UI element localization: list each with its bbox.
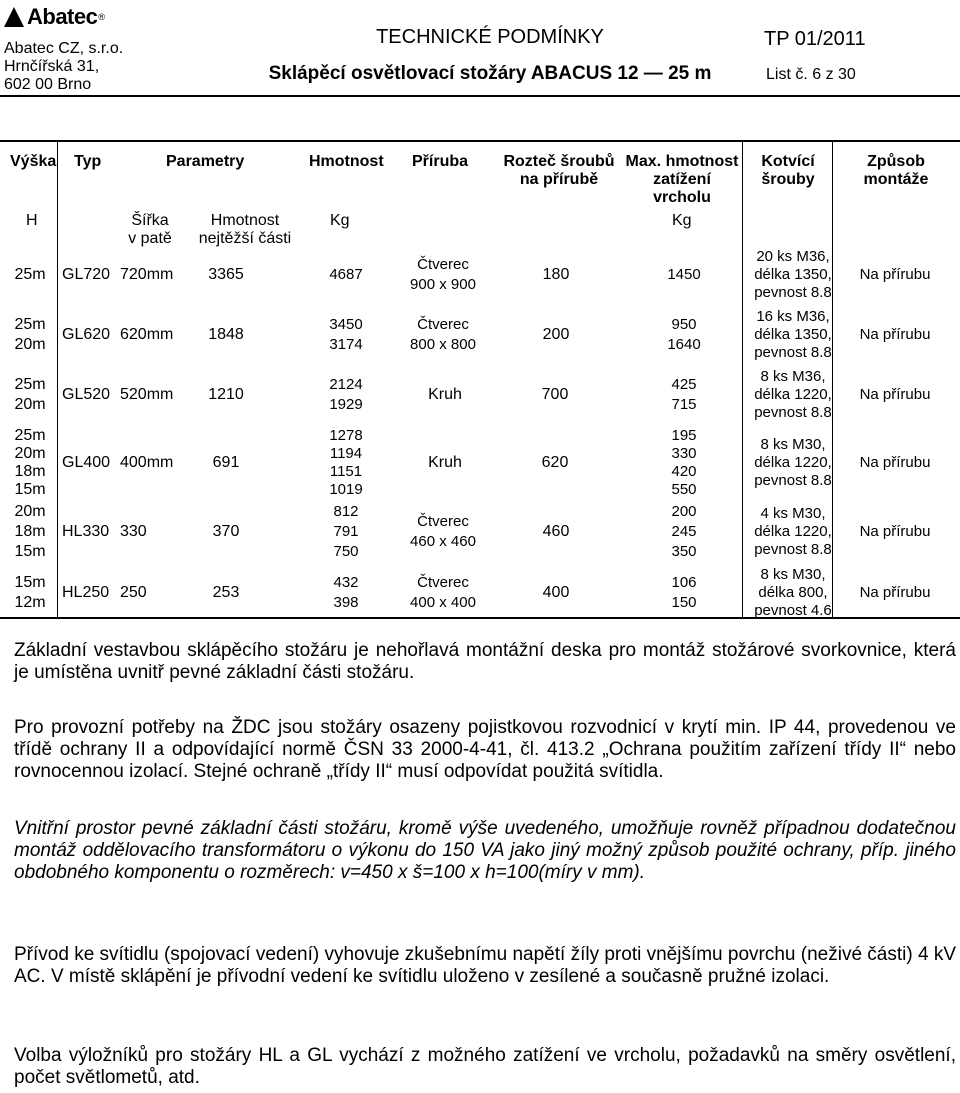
row-max-load-line: 200 — [671, 503, 697, 520]
row-heights-line: 15m — [14, 481, 46, 498]
row-max-load-line: 715 — [671, 396, 697, 413]
row-max-load — [644, 315, 724, 355]
row-bolt-spacing: 180 — [542, 266, 570, 283]
row-weights-line: 1278 — [329, 427, 363, 444]
paragraph-supply-cable: Přívod ke svítidlu (spojovací vedení) vyhovuje zkušebnímu napětí žíly proti vnějšímu povrchu (neživé části) 4 kV AC. V místě sklápění je přívodní vedení ke svítidlu uloženo v zesílené a současně pružné izolaci. — [14, 944, 956, 987]
row-anchor-bolts — [744, 505, 842, 559]
row-anchor-bolts — [744, 368, 842, 422]
row-type: GL620 — [62, 326, 111, 343]
row-flange-line: Čtverec — [417, 574, 469, 591]
row-heights-line: 25m — [14, 316, 46, 333]
row-flange — [384, 255, 502, 295]
row-heights-line: 15m — [14, 574, 46, 591]
row-max-load-line: 245 — [671, 523, 697, 540]
row-heights-line: 25m — [14, 266, 46, 283]
row-heights — [4, 315, 56, 355]
row-mounting: Na přírubu — [859, 386, 931, 403]
row-anchor-bolts-line: pevnost 8.8 — [754, 284, 832, 301]
row-weights — [306, 375, 386, 415]
row-heights — [4, 266, 56, 284]
row-weights — [306, 573, 386, 613]
row-max-load-line: 1640 — [667, 336, 701, 353]
paragraph-distribution-box: Pro provozní potřeby na ŽDC jsou stožáry osazeny pojistkovou rozvodnicí v krytí min. IP 44, provedenou ve třídě ochrany II a odpovídající normě ČSN 33 2000-4-41, čl. 413.2 „Ochrana použitím zařízení třídy II“ nebo rovnocennou izolací. Stejné ochraně „třídy II“ musí odpovídat použitá svítidla. — [14, 717, 956, 782]
row-anchor-bolts — [744, 436, 842, 490]
row-bolt-spacing: 620 — [541, 454, 569, 471]
registered-mark: ® — [98, 12, 105, 22]
row-flange-line: Čtverec — [417, 513, 469, 530]
subheader-kg-weight: Kg — [330, 212, 350, 229]
row-bolt-spacing: 700 — [541, 386, 569, 403]
row-heaviest-part-weight: 253 — [212, 584, 240, 601]
paragraph-outriggers: Volba výložníků pro stožáry HL a GL vychází z možného zatížení ve vrcholu, požadavků na směry osvětlení, počet světlometů, atd. — [14, 1045, 956, 1088]
subheader-width: Šířka v patě — [128, 212, 172, 247]
row-heights-line: 18m — [14, 463, 46, 480]
row-heaviest-part-weight: 1848 — [208, 326, 244, 343]
row-weights — [306, 315, 386, 355]
row-mounting: Na přírubu — [859, 584, 931, 601]
row-anchor-bolts — [744, 308, 842, 362]
row-bolt-spacing: 400 — [542, 584, 570, 601]
row-max-load — [644, 266, 724, 284]
specification-table — [0, 140, 960, 619]
row-max-load — [644, 502, 724, 562]
row-flange-line: Čtverec — [417, 316, 469, 333]
company-name: Abatec CZ, s.r.o. — [4, 40, 124, 57]
row-bolt-spacing: 460 — [542, 523, 570, 540]
row-weights-line: 398 — [333, 594, 359, 611]
row-anchor-bolts-line: délka 1350, — [754, 266, 832, 283]
row-heights-line: 20m — [14, 336, 46, 353]
row-anchor-bolts-line: délka 1350, — [754, 326, 832, 343]
row-anchor-bolts-line: délka 800, — [758, 584, 828, 601]
row-weights-line: 1151 — [329, 463, 363, 480]
row-weights-line: 1929 — [329, 396, 363, 413]
row-anchor-bolts — [744, 566, 842, 620]
row-weights-line: 3450 — [329, 316, 363, 333]
row-max-load — [644, 427, 724, 499]
row-anchor-bolts-line: pevnost 4.6 — [754, 602, 832, 619]
row-max-load — [644, 375, 724, 415]
row-weights-line: 791 — [333, 523, 359, 540]
document-type: TECHNICKÉ PODMÍNKY — [376, 26, 604, 48]
row-heights-line: 20m — [14, 396, 46, 413]
document-number: TP 01/2011 — [764, 28, 866, 50]
row-heights — [4, 502, 56, 562]
row-anchor-bolts-line: 8 ks M30, — [760, 436, 826, 453]
header-max-load: Max. hmotnost zatížení vrcholu — [625, 153, 739, 206]
document-title — [260, 26, 720, 85]
row-max-load-line: 550 — [671, 481, 697, 498]
row-base-width: 720mm — [120, 266, 174, 283]
row-heights-line: 25m — [14, 376, 46, 393]
column-divider — [742, 142, 743, 617]
row-mounting: Na přírubu — [859, 326, 931, 343]
row-anchor-bolts-line: délka 1220, — [754, 386, 832, 403]
company-logo — [4, 4, 105, 30]
subheader-heaviest-part: Hmotnost nejtěžší části — [198, 212, 292, 247]
row-heights-line: 25m — [14, 427, 46, 444]
row-flange-line: 900 x 900 — [410, 276, 476, 293]
row-max-load-line: 420 — [671, 463, 697, 480]
row-anchor-bolts-line: 8 ks M36, — [760, 368, 826, 385]
logo-text: Abatec — [27, 4, 98, 29]
row-weights-line: 2124 — [329, 376, 363, 393]
row-flange — [384, 573, 502, 613]
row-heights-line: 20m — [14, 503, 46, 520]
row-max-load-line: 1450 — [667, 266, 701, 283]
paragraph-mounting-plate: Základní vestavbou sklápěcího stožáru je nehořlavá montážní deska pro montáž stožárové svorkovnice, která je umístěna uvnitř pevné základní části stožáru. — [14, 640, 956, 683]
row-heaviest-part-weight: 691 — [212, 454, 240, 471]
row-heights-line: 15m — [14, 543, 46, 560]
row-heights-line: 12m — [14, 594, 46, 611]
page-info: List č. 6 z 30 — [766, 66, 856, 83]
row-max-load-line: 330 — [671, 445, 697, 462]
row-max-load-line: 350 — [671, 543, 697, 560]
row-weights — [306, 502, 386, 562]
row-base-width: 250 — [120, 584, 147, 601]
row-weights-line: 3174 — [329, 336, 363, 353]
row-mounting: Na přírubu — [859, 266, 931, 283]
row-flange-line: Čtverec — [417, 256, 469, 273]
row-base-width: 620mm — [120, 326, 174, 343]
row-weights-line: 812 — [333, 503, 359, 520]
row-anchor-bolts-line: 16 ks M36, — [756, 308, 830, 325]
row-max-load-line: 150 — [671, 594, 697, 611]
row-weights-line: 1194 — [329, 445, 363, 462]
row-flange: Kruh — [428, 454, 462, 471]
row-type: GL720 — [62, 266, 111, 283]
row-type: HL250 — [62, 584, 110, 601]
row-heaviest-part-weight: 3365 — [208, 266, 244, 283]
company-address — [4, 40, 123, 94]
row-flange-line: 800 x 800 — [410, 336, 476, 353]
row-flange: Kruh — [428, 386, 462, 403]
row-base-width: 520mm — [120, 386, 174, 403]
row-anchor-bolts-line: pevnost 8.8 — [754, 472, 832, 489]
row-anchor-bolts-line: pevnost 8.8 — [754, 404, 832, 421]
column-divider — [57, 142, 58, 617]
row-type: HL330 — [62, 523, 110, 540]
header-weight: Hmotnost — [309, 153, 384, 170]
document-subject: Sklápěcí osvětlovací stožáry ABACUS 12 — 25 m — [268, 63, 712, 84]
row-flange-line: 460 x 460 — [410, 533, 476, 550]
row-bolt-spacing: 200 — [542, 326, 570, 343]
row-max-load-line: 425 — [671, 376, 697, 393]
company-street: Hrnčířská 31, — [4, 58, 100, 75]
header-anchor-bolts: Kotvící šrouby — [761, 153, 815, 188]
row-type: GL400 — [62, 454, 111, 471]
page-header — [0, 0, 960, 97]
row-max-load — [644, 573, 724, 613]
row-weights — [306, 266, 386, 284]
row-heights — [4, 427, 56, 499]
header-mounting: Způsob montáže — [863, 153, 929, 188]
row-weights-line: 1019 — [329, 481, 363, 498]
row-flange — [384, 315, 502, 355]
row-anchor-bolts-line: pevnost 8.8 — [754, 344, 832, 361]
row-heaviest-part-weight: 370 — [212, 523, 240, 540]
row-anchor-bolts-line: délka 1220, — [754, 523, 832, 540]
row-mounting: Na přírubu — [859, 454, 931, 471]
row-heights-line: 20m — [14, 445, 46, 462]
row-anchor-bolts-line: 8 ks M30, — [760, 566, 826, 583]
row-anchor-bolts-line: pevnost 8.8 — [754, 541, 832, 558]
header-type: Typ — [74, 153, 102, 170]
header-parameters: Parametry — [166, 153, 245, 170]
row-weights-line: 4687 — [329, 266, 363, 283]
row-heights — [4, 573, 56, 613]
paragraph-transformer: Vnitřní prostor pevné základní části stožáru, kromě výše uvedeného, umožňuje rovněž případnou dodatečnou montáž oddělovacího transformátoru o výkonu do 150 VA jako jiný možný způsob použité ochrany, příp. jiného obdobného komponentu o rozměrech: v=450 x š=100 x h=100(míry v mm). — [14, 818, 956, 883]
row-base-width: 330 — [120, 523, 147, 540]
row-weights — [306, 427, 386, 499]
row-weights-line: 750 — [333, 543, 359, 560]
row-anchor-bolts-line: 20 ks M36, — [756, 248, 830, 265]
row-base-width: 400mm — [120, 454, 174, 471]
row-max-load-line: 950 — [671, 316, 697, 333]
document-meta — [764, 28, 866, 84]
row-flange-line: 400 x 400 — [410, 594, 476, 611]
header-height: Výška — [10, 153, 57, 170]
row-heights — [4, 375, 56, 415]
row-max-load-line: 195 — [671, 427, 697, 444]
row-max-load-line: 106 — [671, 574, 697, 591]
subheader-kg-load: Kg — [672, 212, 692, 229]
header-bolt-spacing: Rozteč šroubů na přírubě — [503, 153, 615, 188]
row-type: GL520 — [62, 386, 111, 403]
subheader-h: H — [26, 212, 38, 229]
row-weights-line: 432 — [333, 574, 359, 591]
header-flange: Příruba — [412, 153, 469, 170]
row-mounting: Na přírubu — [859, 523, 931, 540]
company-city: 602 00 Brno — [4, 76, 92, 93]
logo-triangle-icon — [4, 7, 24, 27]
row-heights-line: 18m — [14, 523, 46, 540]
row-flange — [384, 512, 502, 552]
row-anchor-bolts-line: 4 ks M30, — [760, 505, 826, 522]
row-heaviest-part-weight: 1210 — [208, 386, 244, 403]
row-anchor-bolts — [744, 248, 842, 302]
row-anchor-bolts-line: délka 1220, — [754, 454, 832, 471]
